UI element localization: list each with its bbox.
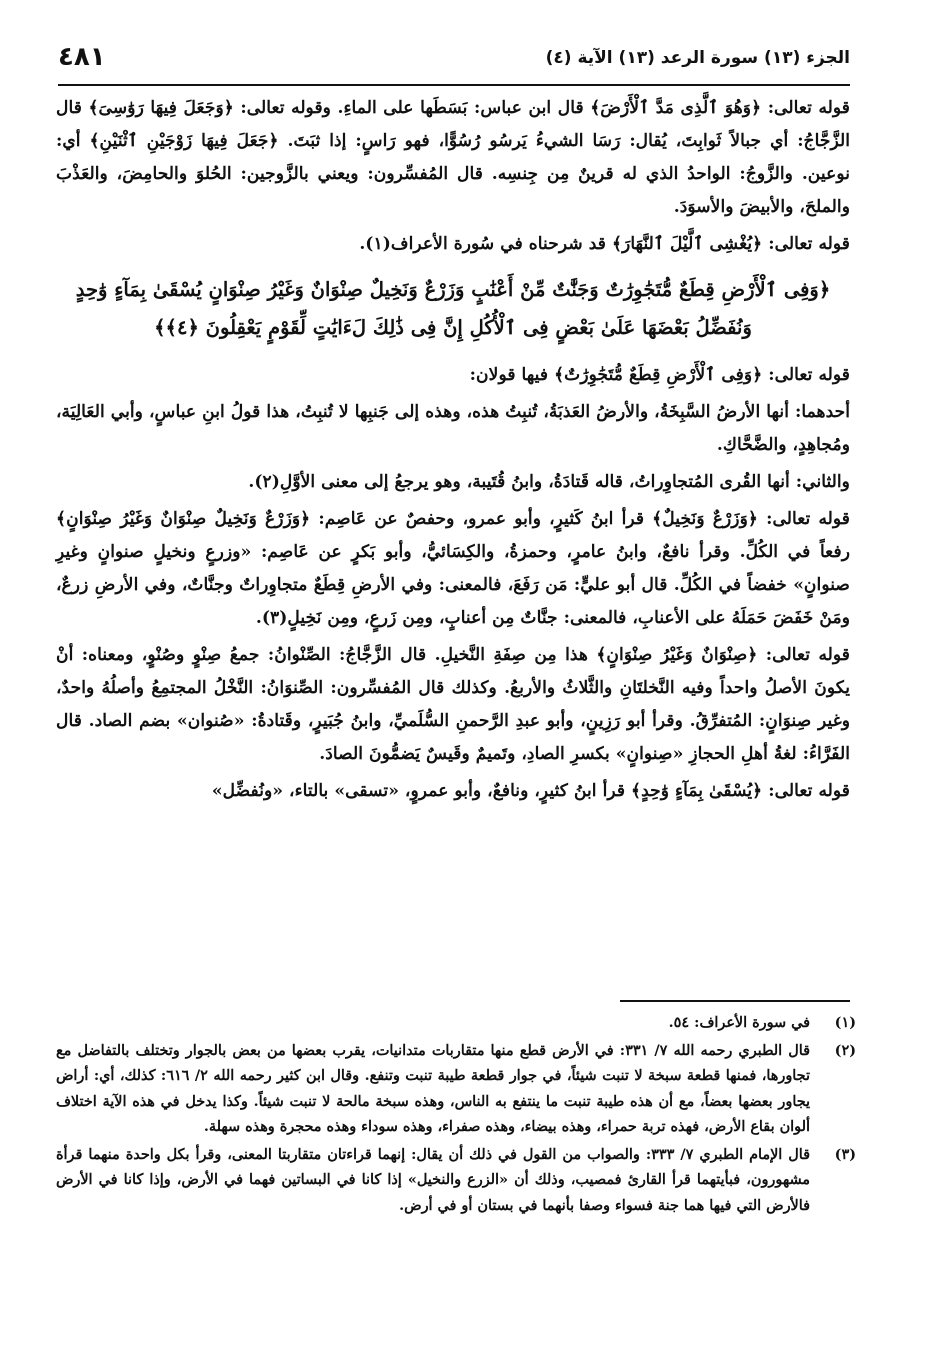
footnote-number: (١): [834, 1014, 856, 1031]
paragraph: قوله تعالى: ﴿وَهُوَ ٱلَّذِى مَدَّ ٱلْأَرْضَ﴾ قال ابن عباس: بَسَطَها على الماءِ. وقوله تعالى: ﴿وَجَعَلَ فِيهَا رَوَٰسِىَ﴾ قال الزَّجَّاجُ: أي جبالاً ثَوابِتَ، يُقال: رَسَا الشيءُ يَرسُو رُسُوًّا، فهو رَاسٍ: إذا ثبَتَ. ﴿جَعَلَ فِيهَا زَوْجَيْنِ ٱثْنَيْنِ﴾ أي: نوعين. والزَّوجُ: الواحدُ الذي له قرينٌ مِن جِنسِه. قال المُفسِّرون: ويعني بالزَّوجين: الحُلوَ والحامِضَ، والعَذْبَ والملحَ، والأبيضَ والأسوَدَ.: [56, 98, 850, 217]
paragraph: قوله تعالى: ﴿يُسْقَىٰ بِمَآءٍ وَٰحِدٍ﴾ قرأ ابنُ كثيرٍ، ونافعٌ، وأبو عمروٍ، «تسقى» بالتاء، «ونُفضِّل»: [211, 781, 850, 801]
footnote-number: (٣): [834, 1145, 856, 1163]
paragraph: والثاني: أنها القُرى المُتجاوِراتُ، قاله قَتادَةُ، وابنُ قُتَيبة، وهو يرجعُ إلى معنى الأوَّلِ(٢).: [248, 472, 850, 492]
paragraph: قوله تعالى: ﴿يُغْشِى ٱلَّيْلَ ٱلنَّهَارَ﴾ قد شرحناه في سُورة الأعراف(١).: [359, 234, 850, 254]
footnote-text: في سورة الأعراف: ٥٤.: [668, 1014, 810, 1031]
footnote-number: (٢): [834, 1041, 856, 1059]
footnote-text: قال الإمام الطبري ٧/ ٣٣٣: والصواب من القول في ذلك أن يقال: إنهما قراءتان متقاربتا المعنى، وقرأ بكل واحدة منهما قرأة مشهورون، فبأيتهما قرأ القارئ فمصيب، وذلك أن «الزرع والنخيل» إذا كانا في البساتين فهما في الأرض، وإذا كانا في الأرض فالأرض التي فيها هما جنة فسواء وصفا بأنهما في بستان أو في أرض.: [56, 1145, 810, 1214]
paragraph: قوله تعالى: ﴿وَفِى ٱلْأَرْضِ قِطَعٌ مُّتَجَٰوِرَٰتٌ﴾ فيها قولان:: [469, 365, 850, 385]
footnote: [56, 1038, 856, 1140]
footnote-text: قال الطبري رحمه الله ٧/ ٣٣١: في الأرض قطع منها متقاربات متدانيات، يقرب بعضها من بعض بالجوار وتختلف بالتفاضل مع تجاورها، فمنها قطعة سبخة لا تنبت شيئاً، في جوار قطعة طيبة تنبت وتنفع. وقال ابن كثير رحمه الله ٢/ ٦١٦: كذلك، أي: أراض يجاور بعضها بعضاً، مع أن هذه طيبة تنبت ما ينتفع به الناس، وهذه سبخة مالحة لا تنبت شيئاً. وكذا يدخل في هذه الآية اختلاف ألوان بقاع الأرض، فهذه تربة حمراء، وهذه بيضاء، وهذه صفراء، وهذه سوداء وهذه محجرة وهذه سهلة.: [56, 1041, 810, 1135]
quran-verse: ﴿وَفِى ٱلْأَرْضِ قِطَعٌ مُّتَجَٰوِرَٰتٌ وَجَنَّٰتٌ مِّنْ أَعْنَٰبٍ وَزَرْعٌ وَنَخِيلٌ صِنْوَانٌ وَغَيْرُ صِنْوَانٍ يُسْقَىٰ بِمَآءٍ وَٰحِدٍ وَنُفَضِّلُ بَعْضَهَا عَلَىٰ بَعْضٍ فِى ٱلْأُكُلِ إِنَّ فِى ذَٰلِكَ لَءَايَٰتٍ لِّقَوْمٍ يَعْقِلُونَ ﴿٤﴾﴾: [75, 278, 831, 339]
footnote: [56, 1010, 856, 1036]
main-text: [56, 92, 850, 812]
page-number: ٤٨١: [58, 42, 106, 72]
paragraph: أحدهما: أنها الأرضُ السَّبِخَةُ، والأرضُ العَذبَةُ، تُنبِتُ هذه، وهذه إلى جَنبِها لا تُنبِتُ، هذا قولُ ابنِ عباسٍ، وأبي العَالِيَة، ومُجاهِدٍ، والضَّحَّاكِ.: [56, 402, 850, 455]
running-head: الجزء (١٣) سورة الرعد (١٣) الآية (٤): [545, 48, 850, 68]
footnotes: [56, 1010, 856, 1220]
footnote-separator: [620, 1000, 850, 1002]
footnote: [56, 1142, 856, 1219]
paragraph: قوله تعالى: ﴿صِنْوَانٌ وَغَيْرُ صِنْوَانٍ﴾ هذا مِن صِفَةِ النَّخيلِ. قال الزَّجَّاجُ: الصِّنْوانُ: جمعُ صِنْوٍ وصُنْوٍ، ومعناه: أنْ يكونَ الأصلُ واحداً وفيه النَّخلتَانِ والثَّلاثُ والأربعُ. وكذلك قال المُفسِّرون: الصِّنوَانُ: النَّخْلُ المجتمِعُ وأصلُهُ واحدٌ، وغير صِنوَانٍ: المُتفرِّقُ. وقرأ أبو رَزِينٍ، وأبو عبدِ الرَّحمنِ السُّلَميِّ، وابنُ جُبَيرٍ، وقَتادةُ: «صُنوان» بضم الصاد. قال الفَرَّاءُ: لغةُ أهلِ الحجازِ «صِنوانٍ» بكسرِ الصادِ، وتَميمٌ وقَيسٌ يَضمُّونَ الصادَ.: [56, 645, 850, 764]
paragraph: قوله تعالى: ﴿وَزَرْعٌ وَنَخِيلٌ﴾ قرأ ابنُ كَثيرٍ، وأبو عمرو، وحفصٌ عن عَاصِم: ﴿وَزَرْعٌ وَنَخِيلٌ صِنْوَانٌ وَغَيْرُ صِنْوَانٍ﴾ رفعاً في الكُلِّ. وقرأ نافعٌ، وابنُ عامرٍ، وحمزةُ، والكِسَائيُّ، وأبو بَكرٍ عن عَاصِم: «وزرعٍ ونخيلٍ صنوانٍ وغيرِ صنوانٍ» خفضاً في الكُلِّ. قال أبو عليٍّ: مَن رَفَعَ، فالمعنى: وفي الأرضِ قِطَعٌ متجاوِراتٌ وجنَّاتٌ، وفي الأرضِ زرعٌ، ومَنْ خَفَضَ حَمَلَهُ على الأعنابِ، فالمعنى: جنَّاتٌ مِن أعنابٍ، ومِن زَرعٍ، ومِن نَخِيلٍ(٣).: [56, 509, 850, 628]
page-header: [58, 38, 850, 86]
